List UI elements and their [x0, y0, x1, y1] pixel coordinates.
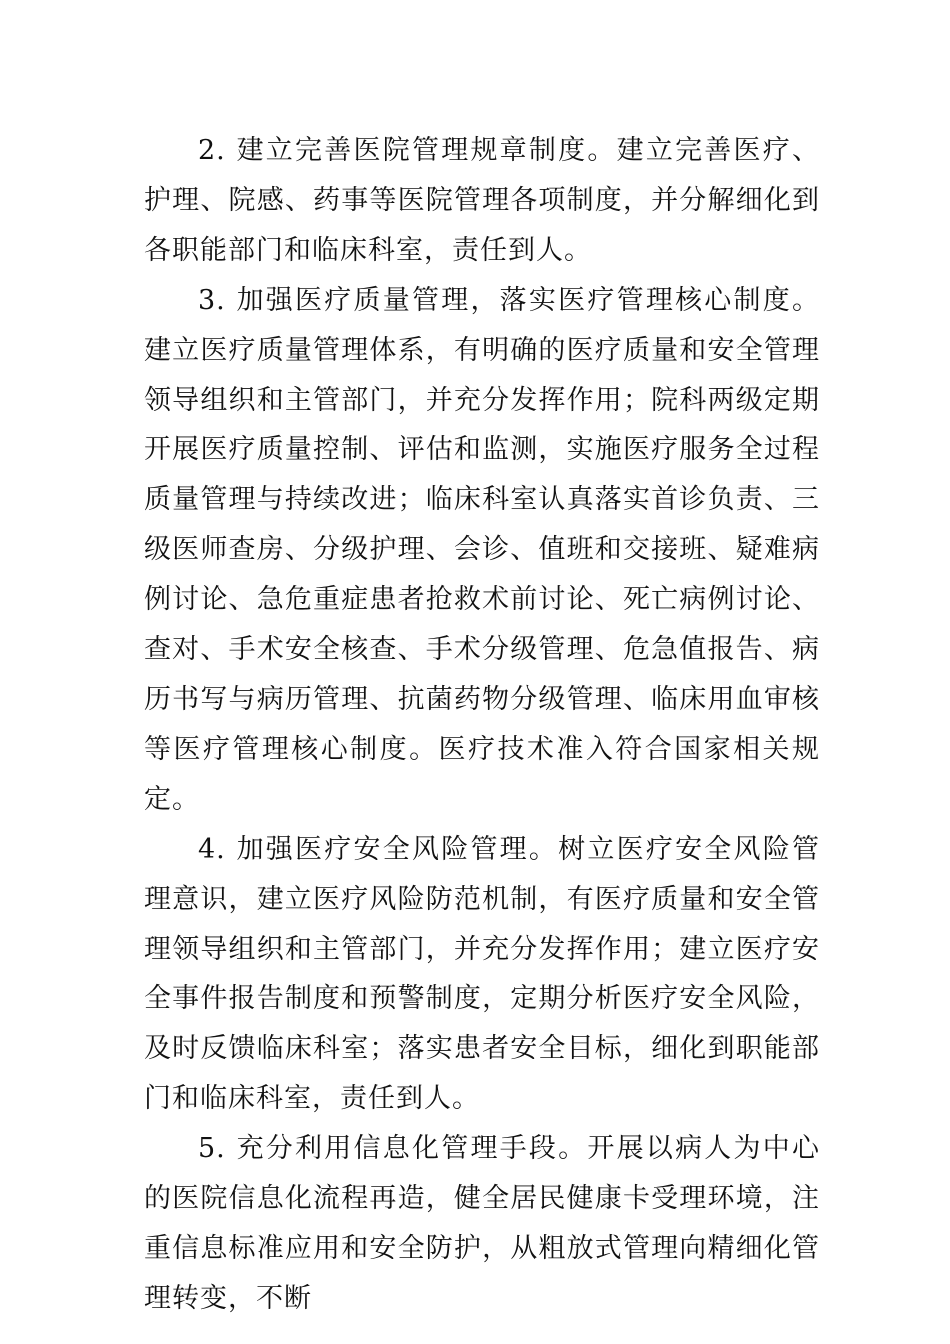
- paragraph-item-4: 4. 加强医疗安全风险管理。树立医疗安全风险管理意识，建立医疗风险防范机制，有医疗质量和安全管理领导组织和主管部门，并充分发挥作用；建立医疗安全事件报告制度和预警制度，定期分析医疗安全风险，及时反馈临床科室；落实患者安全目标，细化到职能部门和临床科室，责任到人。: [144, 833, 820, 1115]
- paragraph-item-3: 3. 加强医疗质量管理，落实医疗管理核心制度。建立医疗质量管理体系，有明确的医疗质量和安全管理领导组织和主管部门，并充分发挥作用；院科两级定期开展医疗质量控制、评估和监测，实施医疗服务全过程质量管理与持续改进；临床科室认真落实首诊负责、三级医师查房、分级护理、会诊、值班和交接班、疑难病例讨论、急危重症患者抢救术前讨论、死亡病例讨论、查对、手术安全核查、手术分级管理、危急值报告、病历书写与病历管理、抗菌药物分级管理、临床用血审核等医疗管理核心制度。医疗技术准入符合国家相关规定。: [144, 284, 820, 815]
- paragraph-item-2: 2. 建立完善医院管理规章制度。建立完善医疗、护理、院感、药事等医院管理各项制度，并分解细化到各职能部门和临床科室，责任到人。: [144, 135, 820, 266]
- paragraph-item-5: 5. 充分利用信息化管理手段。开展以病人为中心的医院信息化流程再造，健全居民健康卡受理环境，注重信息标准应用和安全防护，从粗放式管理向精细化管理转变，不断: [144, 1133, 820, 1314]
- document-body: [144, 126, 820, 1324]
